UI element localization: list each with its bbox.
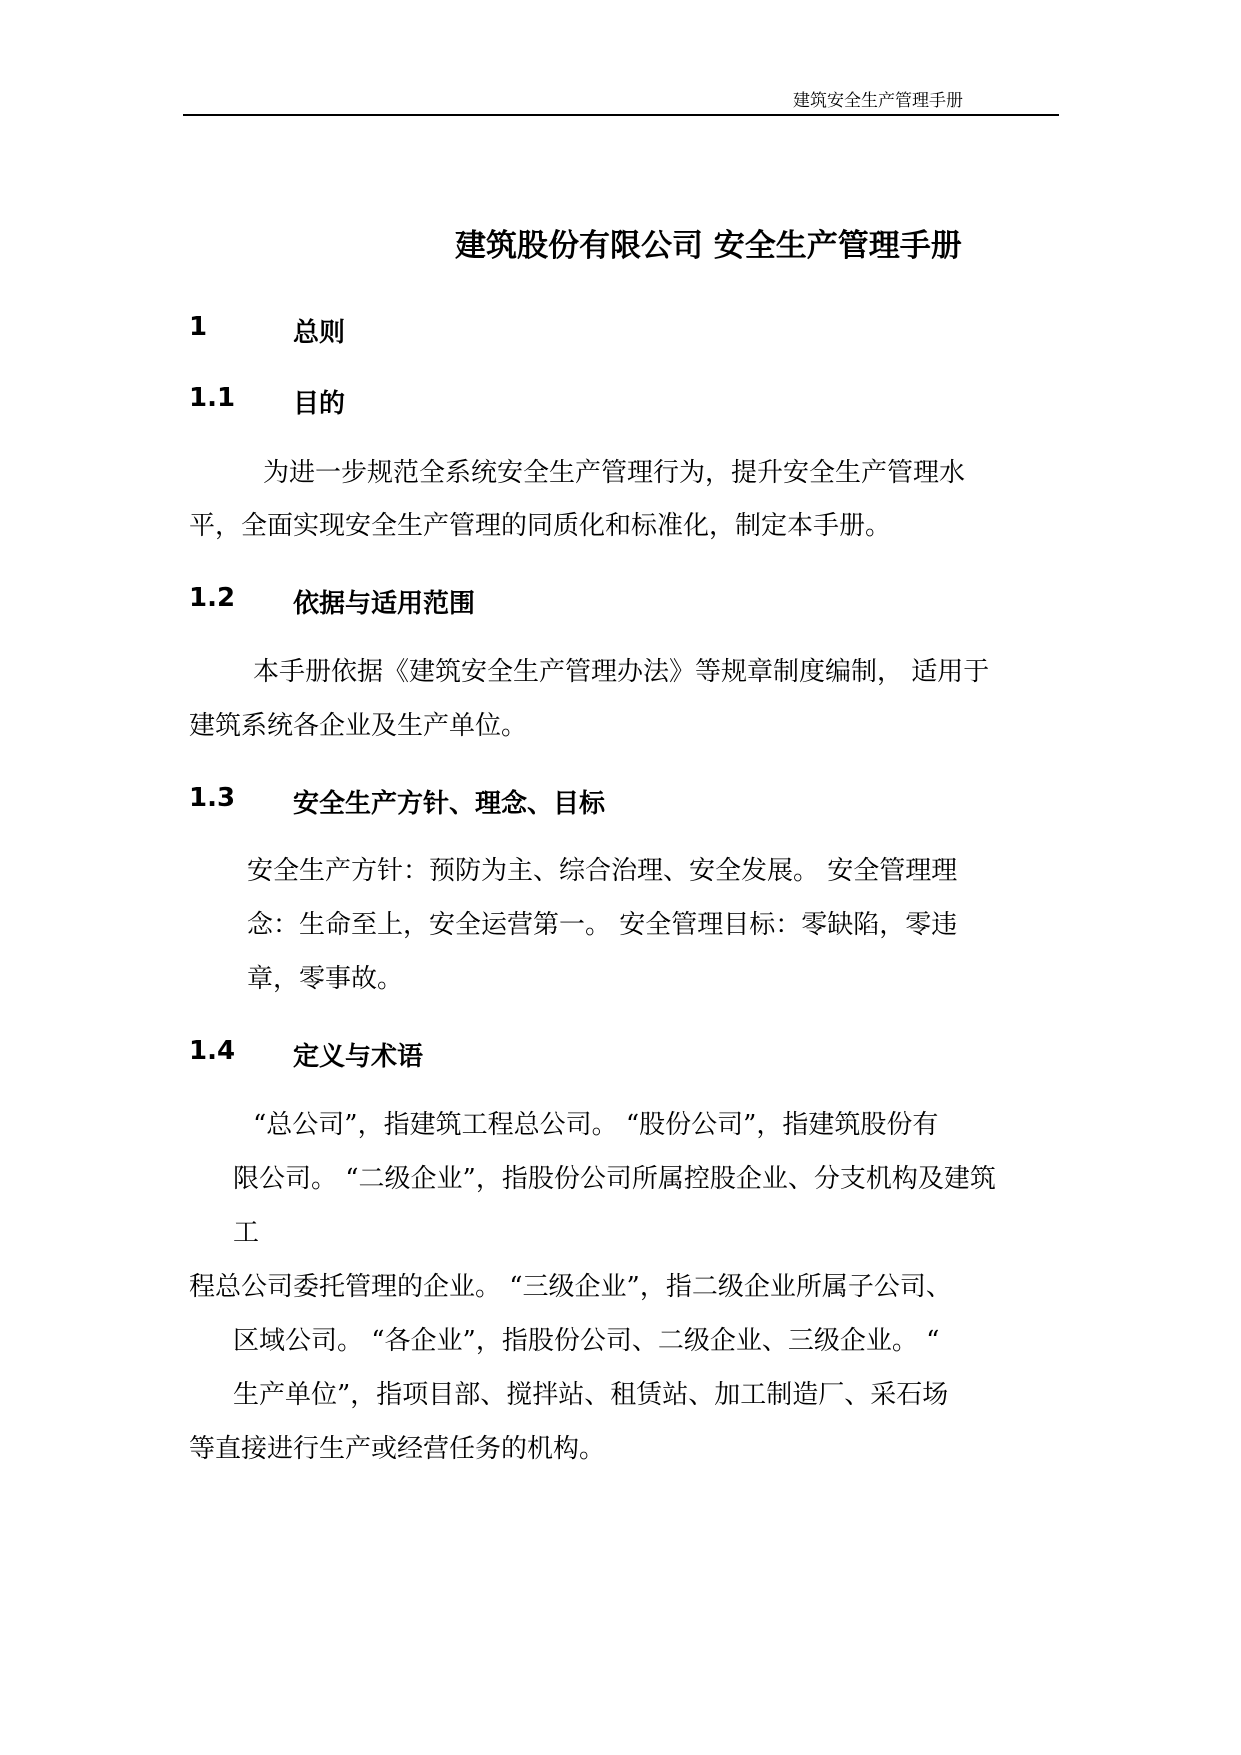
section-heading: 依据与适用范围 — [293, 589, 476, 619]
body-line: 限公司。 “二级企业”，指股份公司所属控股企业、分支机构及建筑 — [233, 1164, 996, 1194]
section-heading: 总则 — [293, 318, 346, 348]
body-line: 章，零事故。 — [247, 964, 404, 994]
section-number: 1.1 — [189, 383, 236, 413]
header-rule — [183, 114, 1059, 116]
section-heading: 目的 — [293, 389, 346, 419]
section-number: 1.4 — [189, 1036, 236, 1066]
body-line: 建筑系统各企业及生产单位。 — [189, 711, 528, 741]
body-line: 本手册依据《建筑安全生产管理办法》等规章制度编制， 适用于 — [253, 657, 990, 687]
section-number: 1.3 — [189, 783, 236, 813]
body-line: 等直接进行生产或经营任务的机构。 — [189, 1434, 606, 1464]
body-line: 平，全面实现安全生产管理的同质化和标准化，制定本手册。 — [189, 511, 892, 541]
body-line: “总公司”，指建筑工程总公司。 “股份公司”，指建筑股份有 — [253, 1110, 939, 1140]
body-line: 安全生产方针：预防为主、综合治理、安全发展。 安全管理理 — [247, 856, 958, 886]
document-title: 建筑股份有限公司 安全生产管理手册 — [455, 228, 962, 264]
body-line: 程总公司委托管理的企业。 “三级企业”，指二级企业所属子公司、 — [189, 1272, 952, 1302]
body-line: 工 — [233, 1218, 260, 1248]
body-line: 念：生命至上，安全运营第一。 安全管理目标：零缺陷，零违 — [247, 910, 958, 940]
section-heading: 安全生产方针、理念、目标 — [293, 789, 606, 819]
body-line: 为进一步规范全系统安全生产管理行为，提升安全生产管理水 — [263, 458, 966, 488]
running-header: 建筑安全生产管理手册 — [793, 91, 963, 111]
section-heading: 定义与术语 — [293, 1042, 424, 1072]
body-line: 生产单位”，指项目部、搅拌站、租赁站、加工制造厂、采石场 — [233, 1380, 949, 1410]
section-number: 1.2 — [189, 583, 236, 613]
body-line: 区域公司。 “各企业”，指股份公司、二级企业、三级企业。 “ — [233, 1326, 940, 1356]
section-number: 1 — [189, 312, 208, 342]
